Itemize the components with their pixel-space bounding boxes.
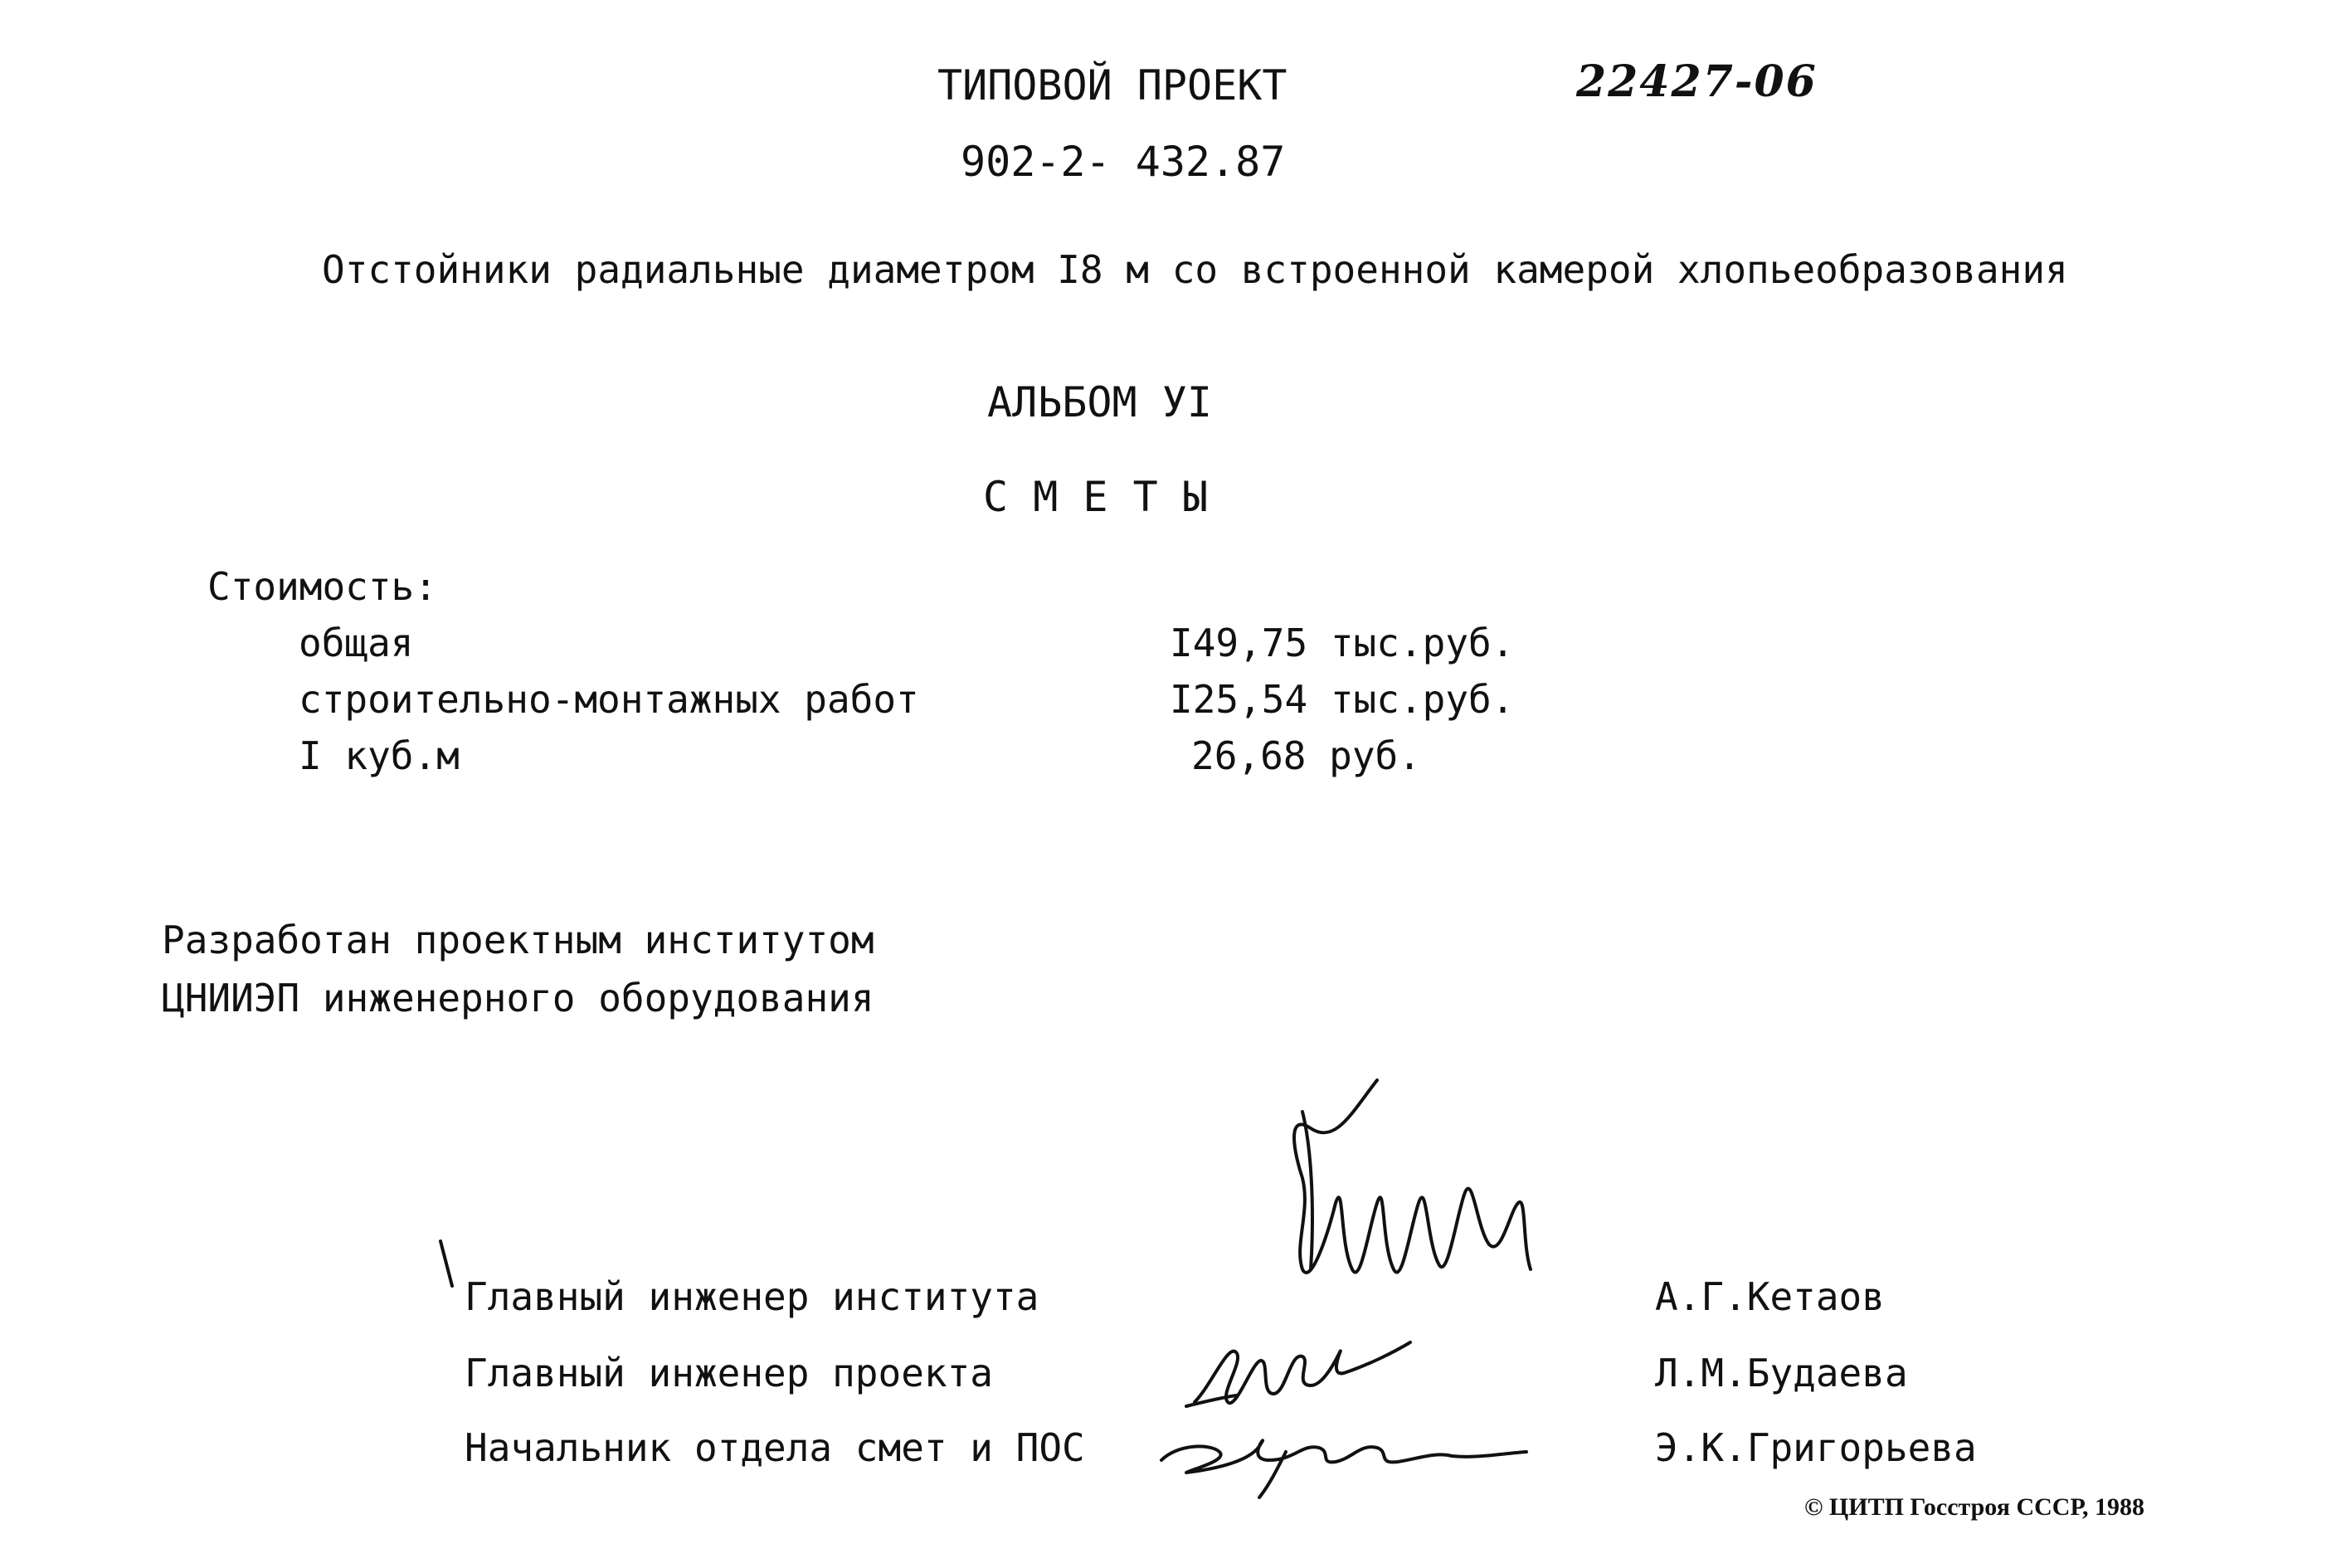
cost-row-label: строительно-монтажных работ (299, 677, 919, 722)
signatory-position: Главный инженер проекта (465, 1351, 993, 1395)
developer-line-1: Разработан проектным институтом (162, 918, 874, 962)
signatory-name: Л.М.Будаева (1655, 1351, 1908, 1395)
inventory-number: 22427-06 (1576, 56, 1818, 107)
cost-row-value: I25,54 тыс.руб. (1170, 677, 1515, 722)
project-description: Отстойники радиальные диаметром I8 м со встроенной камерой хлопьеобразования (322, 247, 2068, 292)
cost-row-label: I куб.м (299, 733, 460, 778)
signatory-position: Главный инженер института (465, 1274, 1039, 1319)
signature-chief-engineer-project (1178, 1327, 1427, 1419)
project-type-heading: ТИПОВОЙ ПРОЕКТ (937, 61, 1287, 110)
section-title: С М Е Т Ы (983, 473, 1208, 521)
album-title: АЛЬБОМ УI (987, 378, 1212, 426)
copyright-stamp: © ЦИТП Госстроя СССР, 1988 (1804, 1493, 2145, 1521)
cost-heading: Стоимость: (207, 564, 437, 609)
developer-line-2: ЦНИИЭП инженерного оборудования (162, 976, 874, 1020)
project-number: 902-2- 432.87 (961, 138, 1286, 186)
signatory-name: А.Г.Кетаов (1655, 1274, 1885, 1319)
cost-row-value: I49,75 тыс.руб. (1170, 621, 1515, 665)
cost-row-value: 26,68 руб. (1191, 733, 1421, 778)
signatory-name: Э.К.Григорьева (1655, 1425, 1977, 1470)
signatory-position: Начальник отдела смет и ПОС (465, 1425, 1085, 1470)
cost-row-label: общая (299, 621, 414, 665)
signature-head-of-department (1153, 1410, 1535, 1502)
signature-chief-engineer-institute (1278, 1079, 1543, 1327)
tick-mark (436, 1236, 469, 1303)
